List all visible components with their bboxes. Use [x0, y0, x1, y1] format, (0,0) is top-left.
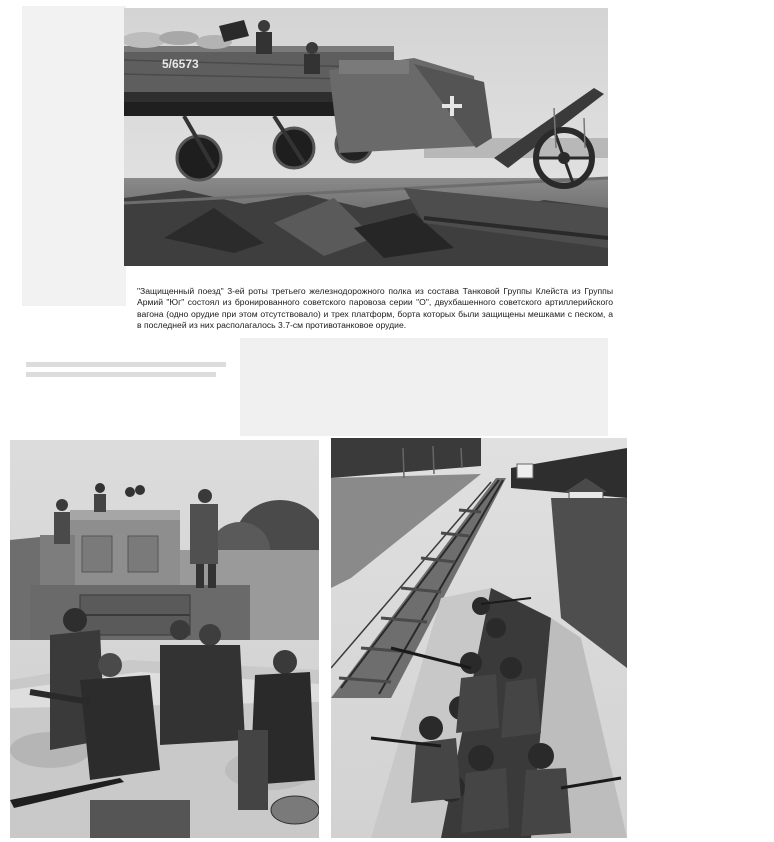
photo-soldiers-along-railway — [331, 438, 627, 838]
wagon-marking: 5/6573 — [162, 57, 199, 71]
bleed-line — [26, 362, 226, 367]
photo-soldiers-on-platform — [10, 440, 319, 838]
photo-armored-train — [124, 8, 608, 266]
page-bleed-left — [22, 6, 126, 306]
photo-caption: "Защищенный поезд" 3-ей роты третьего железнодорожного полка из состава Танковой Группы Клейста из Группы Армий "Юг" состоял из бронированного советского паровоза серии "О", двухбашенного советского артиллерийского вагона (одно орудие при этом отсутствовало) и трех платформ, борта которых были защищены мешками с песком, а в последней из них располагалось 3.7-см противотанковое орудие. — [137, 286, 613, 331]
page-bleed-middle — [240, 338, 608, 436]
bleed-line — [26, 372, 216, 377]
